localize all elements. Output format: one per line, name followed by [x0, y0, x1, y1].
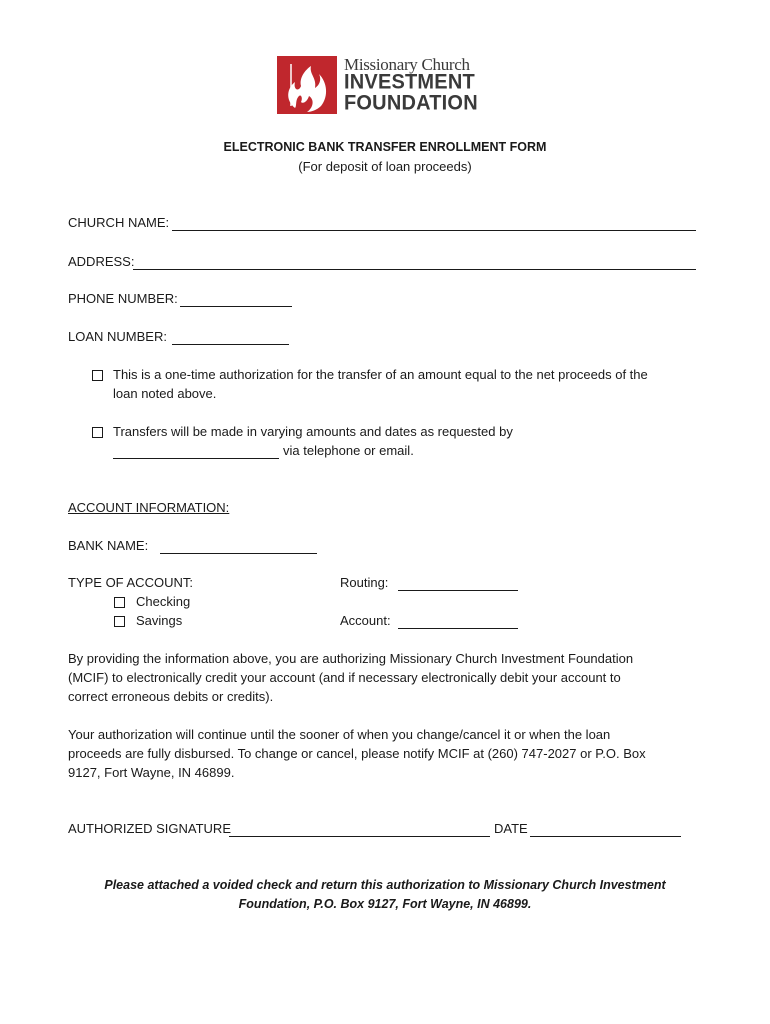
loan-field[interactable] — [172, 332, 289, 345]
varying-checkbox[interactable] — [92, 427, 103, 438]
authorization-line3: correct erroneous debits or credits). — [68, 689, 274, 704]
checking-label: Checking — [136, 594, 191, 609]
logo-name-line2: INVESTMENT — [344, 70, 475, 94]
date-label: DATE — [494, 821, 528, 836]
address-label: ADDRESS: — [68, 254, 135, 269]
address-field[interactable] — [133, 257, 696, 270]
one-time-checkbox[interactable] — [92, 370, 103, 381]
flame-icon — [277, 56, 337, 114]
checking-checkbox[interactable] — [114, 597, 125, 608]
church-name-field[interactable] — [172, 218, 696, 231]
one-time-text-line1: This is a one-time authorization for the transfer of an amount equal to the net proceeds of the — [113, 367, 648, 382]
signature-label: AUTHORIZED SIGNATURE — [68, 821, 231, 836]
church-name-label: CHURCH NAME: — [68, 215, 170, 230]
varying-text-line1: Transfers will be made in varying amounts and dates as requested by — [113, 424, 513, 439]
logo-name-line1: Missionary Church — [344, 55, 470, 74]
varying-requester-field[interactable] — [113, 446, 279, 459]
account-heading: ACCOUNT INFORMATION: — [68, 500, 230, 515]
account-number-field[interactable] — [398, 616, 518, 629]
savings-label: Savings — [136, 613, 183, 628]
authorization-line1: By providing the information above, you are authorizing Missionary Church Investment Foundation — [68, 651, 634, 666]
varying-text-line2: via telephone or email. — [283, 443, 414, 458]
bank-name-field[interactable] — [160, 541, 317, 554]
account-type-label: TYPE OF ACCOUNT: — [68, 575, 193, 590]
continuation-line1: Your authorization will continue until the sooner of when you change/cancel it or when the loan — [68, 727, 611, 742]
footer-instruction-line2: Foundation, P.O. Box 9127, Fort Wayne, IN 46899. — [238, 897, 532, 911]
continuation-line2: proceeds are fully disbursed. To change or cancel, please notify MCIF at (260) 747-2027 or P.O. Box — [68, 746, 646, 761]
continuation-line3: 9127, Fort Wayne, IN 46899. — [68, 765, 235, 780]
routing-label: Routing: — [340, 575, 389, 590]
form-subtitle: (For deposit of loan proceeds) — [298, 159, 472, 174]
account-number-label: Account: — [340, 613, 391, 628]
bank-name-label: BANK NAME: — [68, 538, 149, 553]
savings-checkbox[interactable] — [114, 616, 125, 627]
date-field[interactable] — [530, 824, 681, 837]
footer-instruction-line1: Please attached a voided check and return this authorization to Missionary Church Investment — [104, 878, 666, 892]
logo-name-line3: FOUNDATION — [344, 91, 478, 115]
signature-field[interactable] — [229, 824, 490, 837]
one-time-text-line2: loan noted above. — [113, 386, 217, 401]
loan-label: LOAN NUMBER: — [68, 329, 167, 344]
phone-label: PHONE NUMBER: — [68, 291, 178, 306]
logo-flame-mark — [277, 56, 337, 114]
routing-field[interactable] — [398, 578, 518, 591]
phone-field[interactable] — [180, 294, 292, 307]
form-title: ELECTRONIC BANK TRANSFER ENROLLMENT FORM — [223, 140, 547, 154]
authorization-line2: (MCIF) to electronically credit your account (and if necessary electronically debit your account to — [68, 670, 621, 685]
